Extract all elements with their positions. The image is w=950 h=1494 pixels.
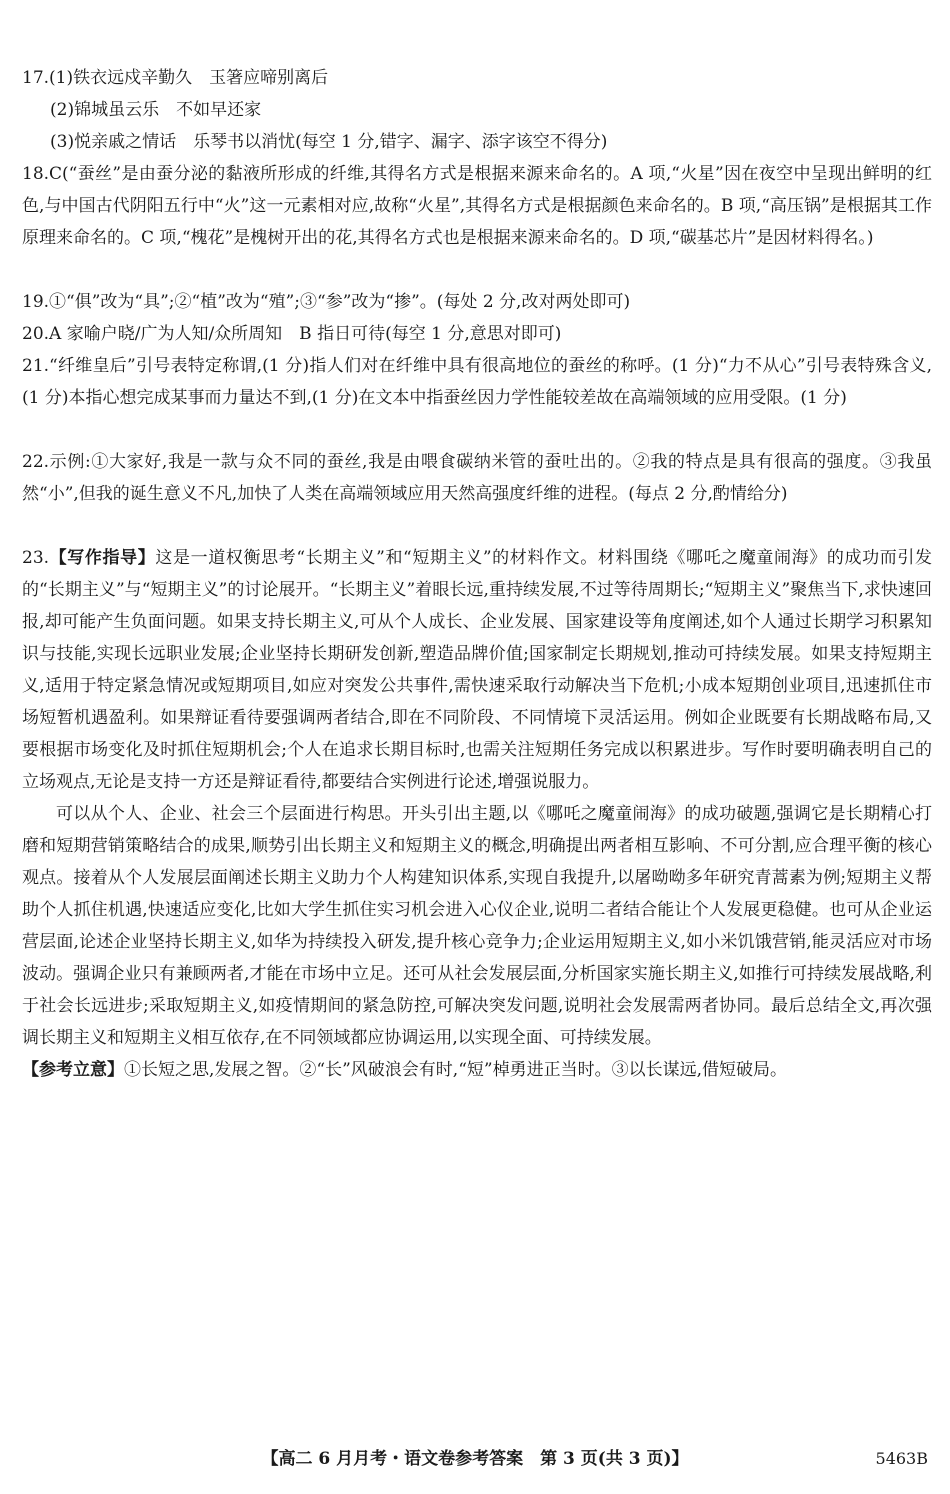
reference-ideas-label: 【参考立意】: [22, 1060, 124, 1080]
writing-guide: [22, 542, 932, 798]
answer-19: 19.①“俱”改为“具”;②“植”改为“殖”;③“参”改为“掺”。(每处 2 分,改对两处即可): [22, 292, 631, 312]
paper-code: 5463B: [875, 1449, 928, 1468]
writing-guide-paragraph-2: 可以从个人、企业、社会三个层面进行构思。开头引出主题,以《哪吒之魔童闹海》的成功破题,强调它是长期精心打磨和短期营销策略结合的成果,顺势引出长期主义和短期主义的概念,明确提出两者相互影响、不可分割,应合理平衡的核心观点。接着从个人发展层面阐述长期主义助力个人构建知识体系,实现自我提升,以屠呦呦多年研究青蒿素为例;短期主义帮助个人抓住机遇,快速适应变化,比如大学生抓住实习机会进入心仪企业,说明二者结合能让个人发展更稳健。也可从企业运营层面,论述企业坚持长期主义,如华为持续投入研发,提升核心竞争力;企业运用短期主义,如小米饥饿营销,能灵活应对市场波动。强调企业只有兼顾两者,才能在市场中立足。还可从社会发展层面,分析国家实施长期主义,如推行可持续发展战略,利于社会长远进步;采取短期主义,如疫情期间的紧急防控,可解决突发问题,说明社会发展需两者协同。最后总结全文,再次强调长期主义和短期主义相互依存,在不同领域都应协调运用,以实现全面、可持续发展。: [22, 804, 932, 1048]
reference-ideas-text: ①长短之思,发展之智。②“长”风破浪会有时,“短”棹勇进正当时。③以长谋远,借短破局。: [124, 1060, 787, 1080]
answer-23: [22, 542, 932, 1086]
answer-23-number: 23.: [22, 548, 50, 568]
reference-ideas: [22, 1054, 932, 1086]
answer-17-line-3: (3)悦亲戚之情话 乐琴书以消忧(每空 1 分,错字、漏字、添字该空不得分): [50, 132, 608, 152]
answer-17: [22, 62, 932, 158]
answer-17-line-1: 17.(1)铁衣远戍辛勤久 玉箸应啼别离后: [22, 68, 329, 88]
answer-17-line-2: (2)锦城虽云乐 不如早还家: [50, 100, 262, 120]
writing-guide-text: 这是一道权衡思考“长期主义”和“短期主义”的材料作文。材料围绕《哪吒之魔童闹海》的成功而引发的“长期主义”与“短期主义”的讨论展开。“长期主义”着眼长远,重持续发展,不过等待周期长;“短期主义”聚焦当下,求快速回报,却可能产生负面问题。如果支持长期主义,可从个人成长、企业发展、国家建设等角度阐述,如个人通过长期学习积累知识与技能,实现长远职业发展;企业坚持长期研发创新,塑造品牌价值;国家制定长期规划,推动可持续发展。如果支持短期主义,适用于特定紧急情况或短期项目,如应对突发公共事件,需快速采取行动解决当下危机;小成本短期创业项目,迅速抓住市场短暂机遇盈利。如果辩证看待要强调两者结合,即在不同阶段、不同情境下灵活运用。例如企业既要有长期战略布局,又要根据市场变化及时抓住短期机会;个人在追求长期目标时,也需关注短期任务完成以积累进步。写作时要明确表明自己的立场观点,无论是支持一方还是辩证看待,都要结合实例进行论述,增强说服力。: [22, 548, 933, 792]
answer-20: 20.A 家喻户晓/广为人知/众所周知 B 指日可待(每空 1 分,意思对即可): [22, 324, 562, 344]
answer-18: 18.C(“蚕丝”是由蚕分泌的黏液所形成的纤维,其得名方式是根据来源来命名的。A 项,“火星”因在夜空中呈现出鲜明的红色,与中国古代阴阳五行中“火”这一元素相对应,故称“火星”,其得名方式是根据颜色来命名的。B 项,“高压锅”是根据其工作原理来命名的。C 项,“槐花”是槐树开出的花,其得名方式也是根据来源来命名的。D 项,“碳基芯片”是因材料得名。): [22, 164, 932, 248]
writing-guide-label: 【写作指导】: [49, 548, 156, 568]
page-footer: 【高二 6 月月考・语文卷参考答案 第 3 页(共 3 页)】: [261, 1449, 689, 1469]
answer-21: 21.“纤维皇后”引号表特定称谓,(1 分)指人们对在纤维中具有很高地位的蚕丝的称呼。(1 分)“力不从心”引号表特殊含义,(1 分)本指心想完成某事而力量达不到,(1 分)在文本中指蚕丝因力学性能较差故在高端领域的应用受限。(1 分): [22, 356, 932, 408]
answer-22: 22.示例:①大家好,我是一款与众不同的蚕丝,我是由喂食碳纳米管的蚕吐出的。②我的特点是具有很高的强度。③我虽然“小”,但我的诞生意义不凡,加快了人类在高端领域应用天然高强度纤维的进程。(每点 2 分,酌情给分): [22, 452, 932, 504]
